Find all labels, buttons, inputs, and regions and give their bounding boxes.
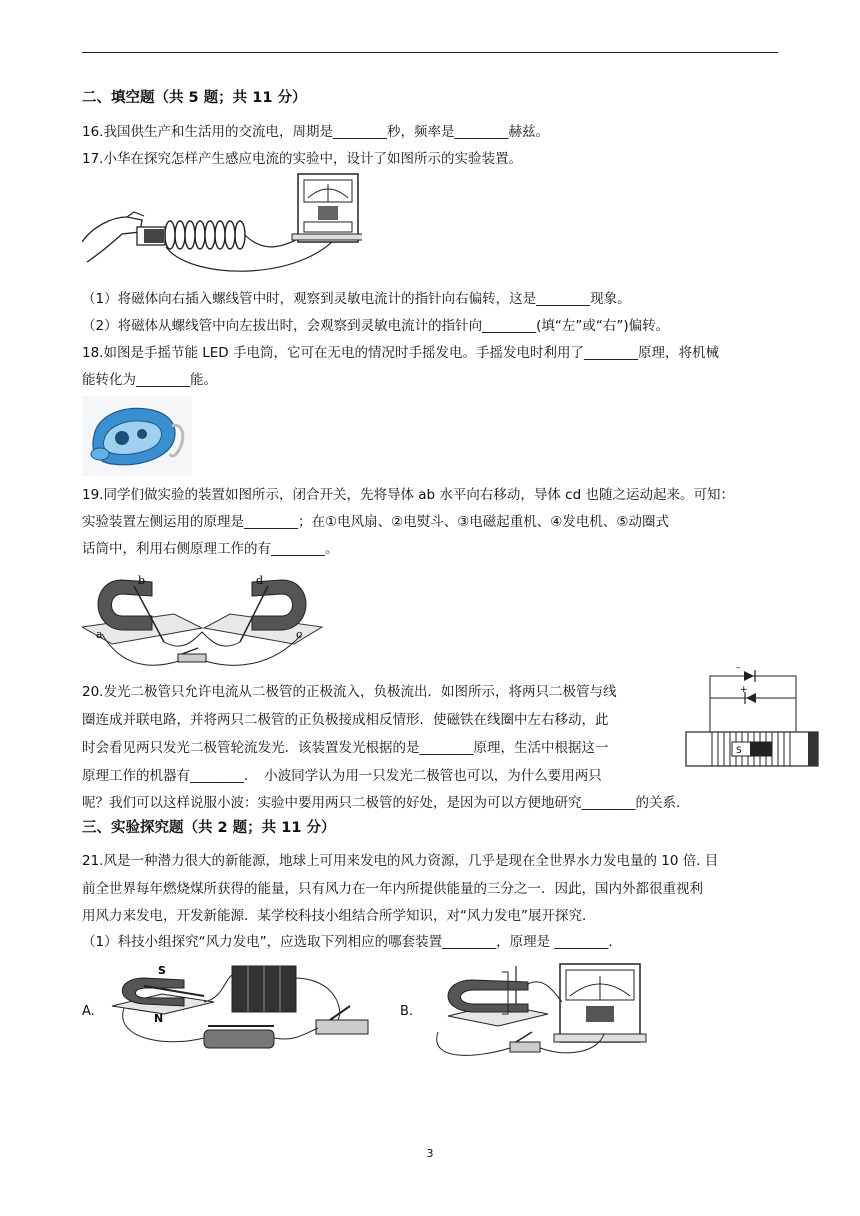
option-a-label: A. — [82, 1004, 95, 1019]
magnet-a-N-label: N — [154, 1012, 164, 1025]
option-a-figure — [104, 958, 374, 1058]
question-21-line-3: 用风力来发电，开发新能源．某学校科技小组结合所学知识，对“风力发电”展开探究． — [82, 908, 596, 924]
question-18-line-2: 能转化为________能。 — [82, 372, 217, 388]
question-21-line-2: 前全世界每年燃烧煤所获得的能量，只有风力在一年内所提供能量的三分之一．因此，国内外都很重视利 — [82, 881, 703, 897]
question-17: 17.小华在探究怎样产生感应电流的实验中，设计了如图所示的实验装置。 — [82, 151, 522, 167]
question-20-line-1: 20.发光二极管只允许电流从二极管的正极流入，负极流出．如图所示，将两只二极管与线 — [82, 684, 617, 700]
question-20-line-4: 原理工作的机器有________． 小波同学认为用一只发光二极管也可以，为什么要用两只 — [82, 768, 602, 784]
question-21-part-1: （1）科技小组探究“风力发电”，应选取下列相应的哪套装置________，原理是 ________． — [82, 934, 622, 950]
option-b-label: B. — [400, 1004, 414, 1019]
question-17-part-1: （1）将磁体向右插入螺线管中时，观察到灵敏电流计的指针向右偏转，这是________现象。 — [82, 291, 631, 307]
question-17-part-2: （2）将磁体从螺线管中向左拔出时，会观察到灵敏电流计的指针向________(填“左”或“右”)偏转。 — [82, 318, 670, 334]
question-20-line-2: 圈连成并联电路，并将两只二极管的正负极接成相反情形．使磁铁在线圈中左右移动，此 — [82, 712, 609, 728]
question-19-line-1: 19.同学们做实验的装置如图所示，闭合开关，先将导体 ab 水平向右移动，导体 cd 也随之运动起来。可知： — [82, 487, 734, 503]
section2-heading: 二、填空题（共 5 题；共 11 分） — [82, 90, 307, 106]
magnet-S-label: S — [736, 746, 742, 756]
figure-19-dual-magnet-apparatus — [82, 572, 324, 670]
label-a: a — [96, 628, 103, 641]
question-20-line-3: 时会看见两只发光二极管轮流发光．该装置发光根据的是________原理，生活中根据这一 — [82, 740, 609, 756]
label-d: d — [256, 574, 264, 587]
label-b: b — [138, 574, 146, 587]
option-b-figure — [428, 962, 656, 1064]
label-c: c — [296, 628, 303, 641]
question-21-line-1: 21.风是一种潜力很大的新能源，地球上可用来发电的风力资源，几乎是现在全世界水力发电量的 10 倍. 目 — [82, 853, 719, 869]
section3-heading: 三、实验探究题（共 2 题；共 11 分） — [82, 820, 336, 836]
figure-18-led-flashlight — [82, 396, 192, 476]
question-19-line-3: 话筒中，利用右侧原理工作的有________。 — [82, 541, 339, 557]
question-18-line-1: 18.如图是手摇节能 LED 手电筒，它可在无电的情况时手摇发电。手摇发电时利用了________原理，将机械 — [82, 345, 719, 361]
header-rule — [82, 52, 778, 53]
question-19-line-2: 实验装置左侧运用的原理是________；在①电风扇、②电熨斗、③电磁起重机、④发电机、⑤动圈式 — [82, 514, 670, 530]
led-plus-label: + — [740, 685, 748, 695]
question-20-line-5: 呢？我们可以这样说服小波：实验中要用两只二极管的好处，是因为可以方便地研究________的关系． — [82, 795, 690, 811]
question-16: 16.我国供生产和生活用的交流电，周期是________秒，频率是________赫兹。 — [82, 124, 549, 140]
figure-20-led-coil — [684, 662, 820, 774]
led-minus-label: – — [736, 663, 741, 673]
page-number: 3 — [426, 1147, 434, 1160]
magnet-a-S-label: S — [158, 964, 166, 977]
figure-17-induction-apparatus — [82, 172, 362, 284]
